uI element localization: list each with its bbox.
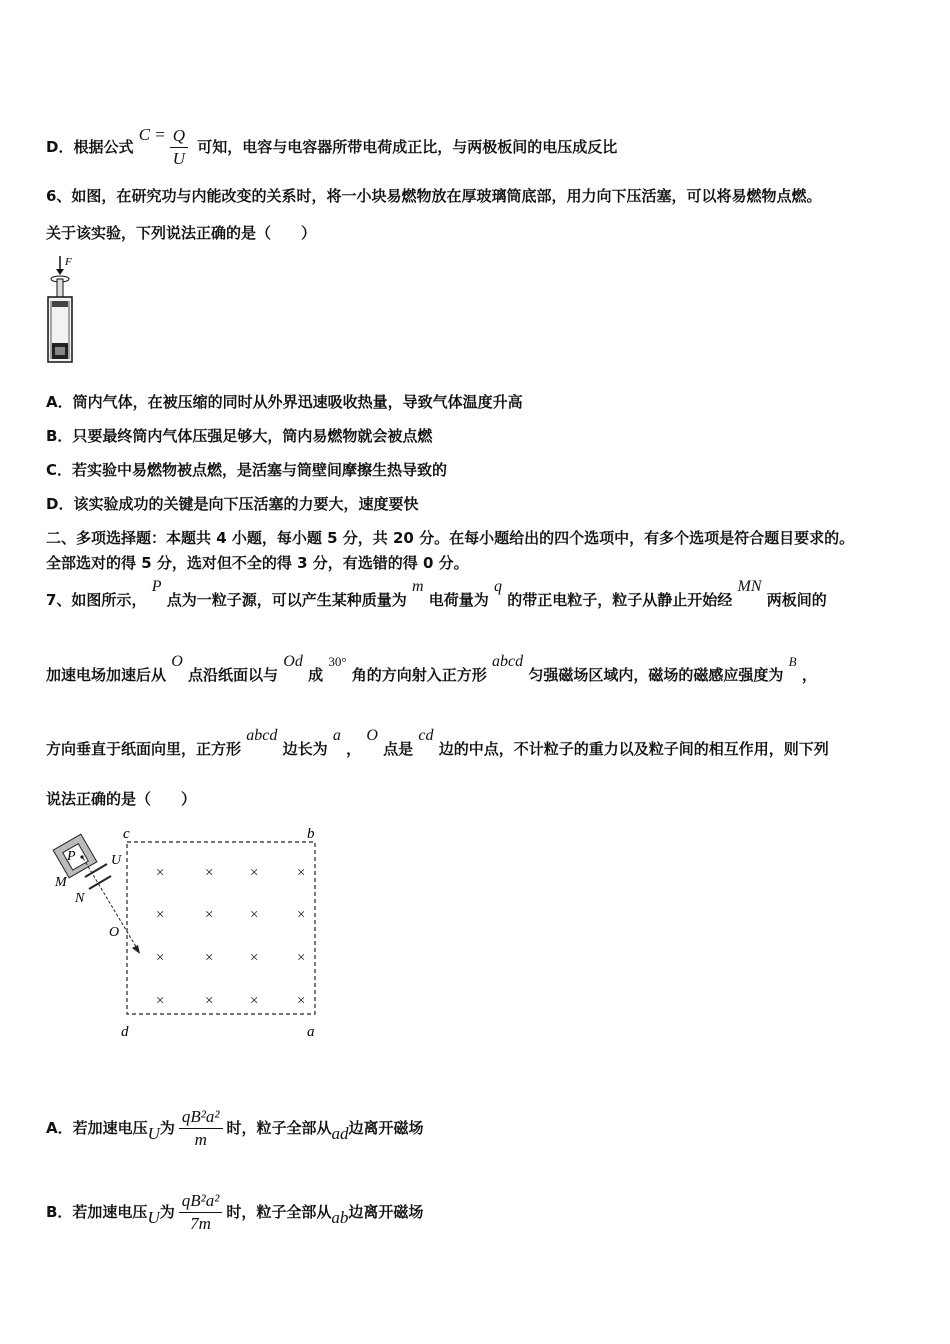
field-mark-3-0: × [155, 993, 166, 1009]
field-mark-1-3: × [296, 907, 307, 923]
q6-stem-line2: 关于该实验，下列说法正确的是（ ） [46, 224, 317, 242]
plate-M: M [55, 875, 67, 890]
q7-stem-line1: 7、如图所示， P 点为一粒子源，可以产生某种质量为 m 电荷量为 q 的带正电粒子，粒子从静止开始经 MN 两板间的 [46, 578, 827, 609]
formula-lhs: C = [138, 125, 166, 144]
label-U: U [111, 853, 122, 868]
section2-line1: 二、多项选择题：本题共 4 小题，每小题 5 分，共 20 分。在每小题给出的四个选项中，有多个选项是符合题目要求的。 [46, 529, 855, 547]
q7-figure-magnetic-field [45, 822, 335, 1047]
section2-line2: 全部选对的得 5 分，选对但不全的得 3 分，有选错的得 0 分。 [46, 554, 469, 572]
q7-option-b: B．若加速电压U为 $\frac{\text{qB²a²}}{7m}$ 时，粒子全部从ab边离开磁场 [46, 1191, 424, 1233]
force-label: F [65, 256, 72, 268]
q6-stem-line1: 6、如图，在研究功与内能改变的关系时，将一小块易燃物放在厚玻璃筒底部，用力向下压活塞，可以将易燃物点燃。 [46, 187, 822, 205]
point-O: O [109, 925, 120, 940]
field-mark-1-0: × [155, 907, 166, 923]
field-mark-0-1: × [204, 865, 215, 881]
q6-option-d: D．该实验成功的关键是向下压活塞的力要大，速度要快 [46, 495, 419, 513]
option-b-fraction: $\frac{\text{qB²a²}}{7m}$ [179, 1190, 223, 1235]
field-mark-2-0: × [155, 950, 166, 966]
q6-option-a: A．筒内气体，在被压缩的同时从外界迅速吸收热量，导致气体温度升高 [46, 393, 523, 411]
field-mark-3-2: × [249, 993, 260, 1009]
field-mark-2-3: × [296, 950, 307, 966]
field-mark-2-1: × [204, 950, 215, 966]
option-a-fraction: $\frac{\text{qB²a²}}{m}$ [179, 1106, 223, 1151]
q6-option-b: B．只要最终筒内气体压强足够大，筒内易燃物就会被点燃 [46, 427, 433, 445]
plate-N: N [75, 891, 85, 906]
field-mark-0-3: × [296, 865, 307, 881]
field-mark-2-2: × [249, 950, 260, 966]
q7-stem-line4: 说法正确的是（ ） [46, 790, 197, 808]
field-mark-0-0: × [155, 865, 166, 881]
q7-option-a: A．若加速电压U为 $\frac{\text{qB²a²}}{m}$ 时，粒子全部从ad边离开磁场 [46, 1107, 424, 1149]
q6-figure-piston-cylinder [40, 253, 80, 368]
source-P: P [67, 849, 76, 864]
field-mark-1-2: × [249, 907, 260, 923]
q6-option-c: C．若实验中易燃物被点燃，是活塞与筒壁间摩擦生热导致的 [46, 461, 448, 479]
field-mark-1-1: × [204, 907, 215, 923]
q7-stem-line2: 加速电场加速后从 O 点沿纸面以与 Od 成 30° 角的方向射入正方形 abcd 匀强磁场区域内，磁场的磁感应强度为 B ， [46, 653, 817, 684]
q7-stem-line3: 方向垂直于纸面向里，正方形 abcd 边长为 a ， O 点是 cd 边的中点，不计粒子的重力以及粒子间的相互作用，则下列 [46, 727, 829, 758]
corner-a: a [307, 1024, 315, 1040]
corner-d: d [121, 1024, 129, 1040]
corner-b: b [307, 826, 315, 842]
field-mark-3-1: × [204, 993, 215, 1009]
formula-fraction: $\frac{Q}{U}$ [170, 125, 188, 170]
field-mark-3-3: × [296, 993, 307, 1009]
field-mark-0-2: × [249, 865, 260, 881]
option-d-q5: D．根据公式 C = $\frac{Q}{U}$ 可知，电容与电容器所带电荷成正比，与两极板间的电压成反比 [46, 125, 618, 168]
corner-c: c [123, 826, 130, 842]
